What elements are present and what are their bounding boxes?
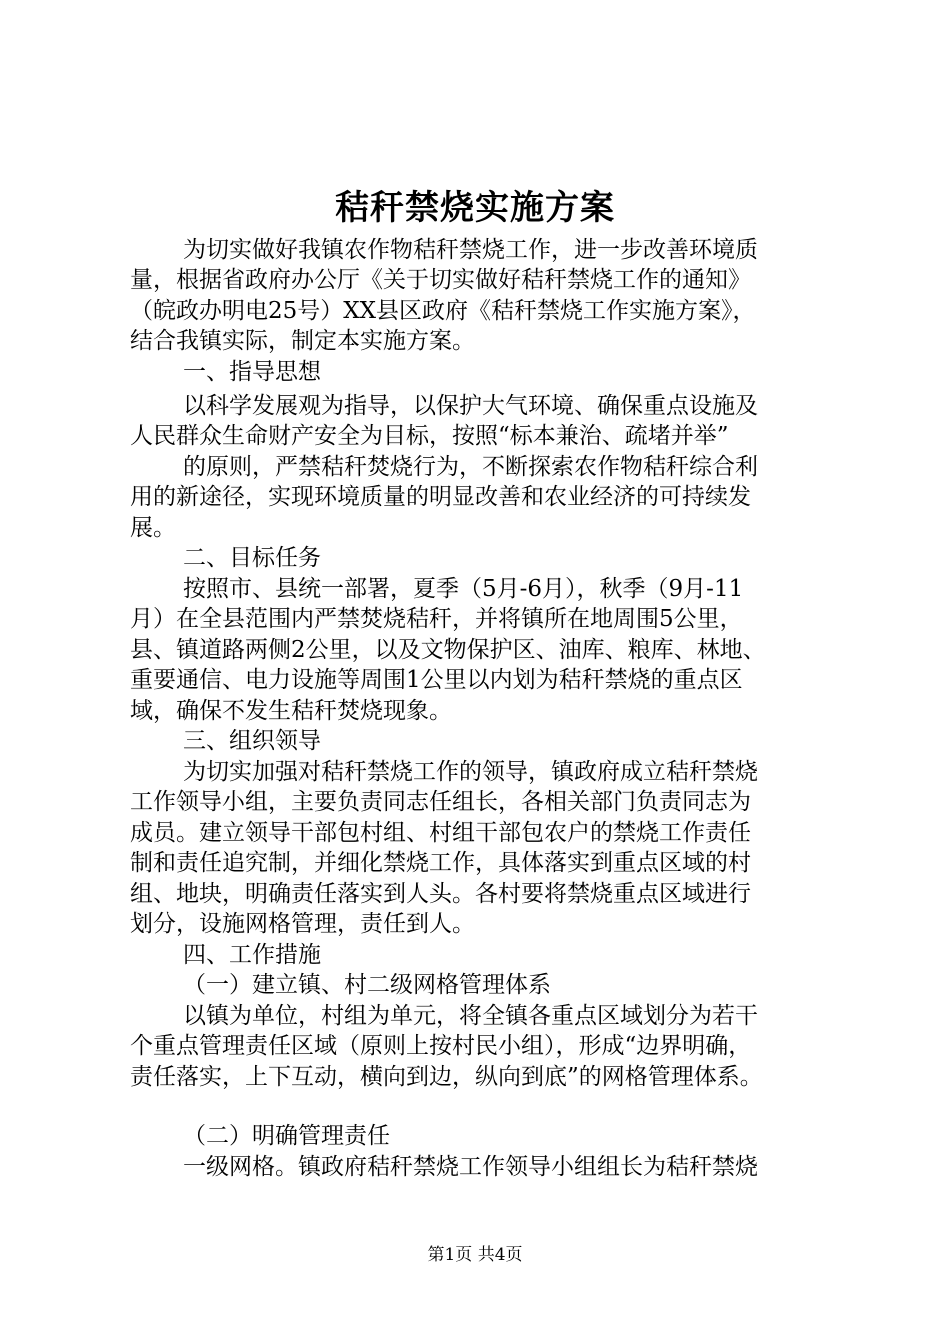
paragraph-line: 用的新途径，实现环境质量的明显改善和农业经济的可持续发 — [130, 484, 751, 510]
paragraph-line: 为切实加强对秸秆禁烧工作的领导，镇政府成立秸秆禁烧 — [183, 759, 758, 785]
paragraph-line: 工作领导小组，主要负责同志任组长，各相关部门负责同志为 — [130, 789, 751, 815]
paragraph-line: 结合我镇实际，制定本实施方案。 — [130, 328, 475, 354]
paragraph-line: 域，确保不发生秸秆焚烧现象。 — [130, 698, 452, 724]
paragraph-line: 责任落实，上下互动，横向到边，纵向到底”的网格管理体系。 — [130, 1064, 763, 1090]
paragraph-line: 展。 — [130, 515, 176, 541]
paragraph-line: 制和责任追究制，并细化禁烧工作，具体落实到重点区域的村 — [130, 850, 751, 876]
paragraph-line: 人民群众生命财产安全为目标，按照“标本兼治、疏堵并举” — [130, 423, 729, 449]
section-heading: 三、组织领导 — [183, 728, 321, 754]
paragraph-line: 月）在全县范围内严禁焚烧秸秆，并将镇所在地周围5公里， — [130, 606, 743, 632]
paragraph-line: 组、地块，明确责任落实到人头。各村要将禁烧重点区域进行 — [130, 881, 751, 907]
section-heading: 四、工作措施 — [183, 942, 321, 968]
page-footer: 第1页 共4页 — [427, 1245, 523, 1265]
subsection-heading: （二）明确管理责任 — [183, 1123, 390, 1149]
paragraph-line: 量，根据省政府办公厅《关于切实做好秸秆禁烧工作的通知》 — [130, 267, 751, 293]
section-heading: 一、指导思想 — [183, 359, 321, 385]
paragraph-line: 按照市、县统一部署，夏季（5月-6月），秋季（9月-11 — [183, 576, 744, 602]
paragraph-line: （皖政办明电25号）XX县区政府《秸秆禁烧工作实施方案》， — [130, 298, 756, 324]
paragraph-line: 个重点管理责任区域（原则上按村民小组），形成“边界明确， — [130, 1033, 752, 1059]
paragraph-line: 县、镇道路两侧2公里，以及文物保护区、油库、粮库、林地、 — [130, 637, 766, 663]
paragraph-line: 为切实做好我镇农作物秸秆禁烧工作，进一步改善环境质 — [183, 237, 758, 263]
paragraph-line: 重要通信、电力设施等周围1公里以内划为秸秆禁烧的重点区 — [130, 667, 743, 693]
document-title: 秸秆禁烧实施方案 — [335, 188, 615, 228]
paragraph-line: 以镇为单位，村组为单元，将全镇各重点区域划分为若干 — [183, 1003, 758, 1029]
paragraph-line: 划分，设施网格管理，责任到人。 — [130, 911, 475, 937]
paragraph-line: 成员。建立领导干部包村组、村组干部包农户的禁烧工作责任 — [130, 820, 751, 846]
paragraph-line: 的原则，严禁秸秆焚烧行为，不断探索农作物秸秆综合利 — [183, 454, 758, 480]
paragraph-line: 一级网格。镇政府秸秆禁烧工作领导小组组长为秸秆禁烧 — [183, 1154, 758, 1180]
subsection-heading: （一）建立镇、村二级网格管理体系 — [183, 972, 551, 998]
paragraph-line: 以科学发展观为指导，以保护大气环境、确保重点设施及 — [183, 393, 758, 419]
section-heading: 二、目标任务 — [183, 545, 321, 571]
